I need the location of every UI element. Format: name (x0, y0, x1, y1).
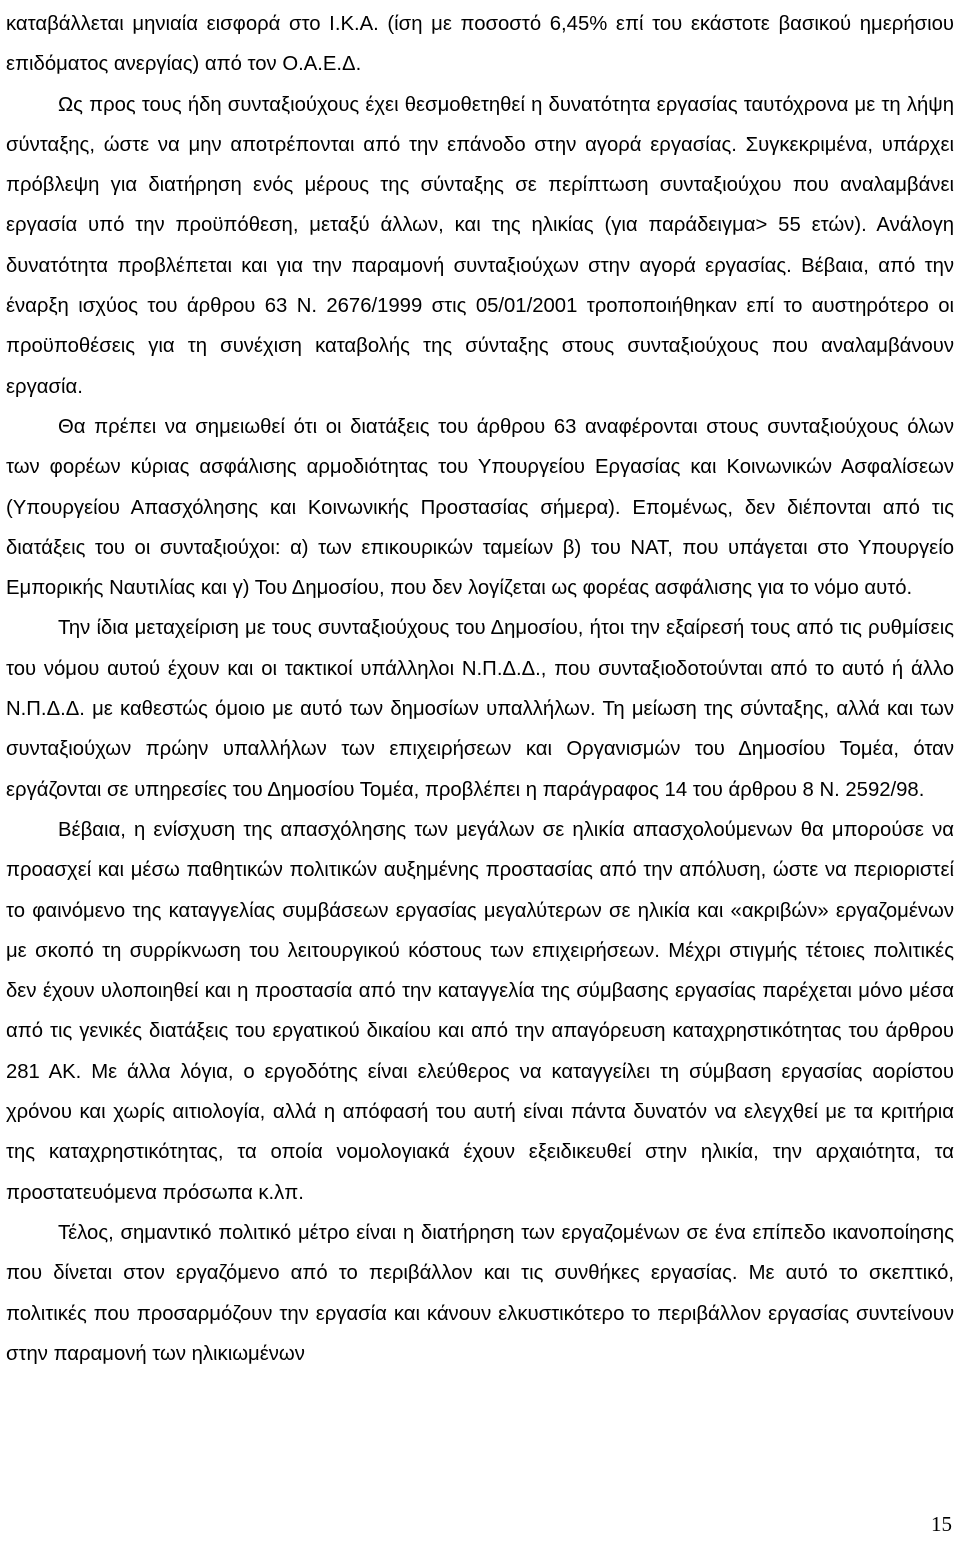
paragraph-work-environment: Τέλος, σημαντικό πολιτικό μέτρο είναι η διατήρηση των εργαζομένων σε ένα επίπεδο ικανοποίησης που δίνεται στον εργαζόμενο από το περιβάλλον και τις συνθήκες εργασίας. Με αυτό το σκεπτικό, πολιτικές που προσαρμόζουν την εργασία και κάνουν ελκυστικότερο το περιβάλλον εργασίας συντείνουν στην παραμονή των ηλικιωμένων (6, 1221, 954, 1365)
paragraph-continuation: καταβάλλεται μηνιαία εισφορά στο Ι.Κ.Α. (ίση με ποσοστό 6,45% επί του εκάστοτε βασικού ημερήσιου επιδόματος ανεργίας) από τον Ο.Α.Ε.Δ. (6, 13, 954, 76)
paragraph-public-sector: Την ίδια μεταχείριση με τους συνταξιούχους του Δημοσίου, ήτοι την εξαίρεσή τους από τις ρυθμίσεις του νόμου αυτού έχουν και οι τακτικοί υπάλληλοι Ν.Π.Δ.Δ., που συνταξιοδοτούνται από το αυτό ή άλλο Ν.Π.Δ.Δ. με καθεστώς όμοιο με αυτό των δημοσίων υπαλλήλων. Τη μείωση της σύνταξης, αλλά και των συνταξιούχων πρώην υπαλλήλων των επιχειρήσεων και Οργανισμών του Δημοσίου Τομέα, όταν εργάζονται σε υπηρεσίες του Δημοσίου Τομέα, προβλέπει η παράγραφος 14 του άρθρου 8 Ν. 2592/98. (6, 617, 954, 801)
page-number: 15 (931, 1512, 952, 1536)
paragraph-article-63: Θα πρέπει να σημειωθεί ότι οι διατάξεις του άρθρου 63 αναφέρονται στους συνταξιούχους όλων των φορέων κύριας ασφάλισης αρμοδιότητας του Υπουργείου Εργασίας και Κοινωνικών Ασφαλίσεων (Υπουργείου Απασχόλησης και Κοινωνικής Προστασίας σήμερα). Επομένως, δεν διέπονται από τις διατάξεις του οι συνταξιούχοι: α) των επικουρικών ταμείων β) του ΝΑΤ, που υπάγεται στο Υπουργείο Εμπορικής Ναυτιλίας και γ) Του Δημοσίου, που δεν λογίζεται ως φορέας ασφάλισης για το νόμο αυτό. (6, 415, 954, 600)
paragraph-pensioners-work: Ως προς τους ήδη συνταξιούχους έχει θεσμοθετηθεί η δυνατότητα εργασίας ταυτόχρονα με τη λήψη σύνταξης, ώστε να μην αποτρέπονται από την επάνοδο στην αγορά εργασίας. Συγκεκριμένα, υπάρχει πρόβλεψη για διατήρηση ενός μέρους της σύνταξης σε περίπτωση συνταξιούχου που αναλαμβάνει εργασία υπό την προϋπόθεση, μεταξύ άλλων, και της ηλικίας (για παράδειγμα> 55 ετών). Ανάλογη δυνατότητα προβλέπεται και για την παραμονή συνταξιούχων στην αγορά εργασίας. Βέβαια, από την έναρξη ισχύος του άρθρου 63 Ν. 2676/1999 στις 05/01/2001 τροποποιήθηκαν επί το αυστηρότερο οι προϋποθέσεις για τη συνέχιση καταβολής της σύνταξης στους συνταξιούχους που αναλαμβάνουν εργασία. (6, 93, 954, 398)
paragraph-dismissal-protection: Βέβαια, η ενίσχυση της απασχόλησης των μεγάλων σε ηλικία απασχολούμενων θα μπορούσε να προασχεί και μέσω παθητικών πολιτικών αυξημένης προστασίας από την απόλυση, ώστε να περιοριστεί το φαινόμενο της καταγγελίας συμβάσεων εργασίας μεγαλύτερων σε ηλικία και «ακριβών» εργαζομένων με σκοπό τη συρρίκνωση του λειτουργικού κόστους των επιχειρήσεων. Μέχρι στιγμής τέτοιες πολιτικές δεν έχουν υλοποιηθεί και η προστασία από την καταγγελία της σύμβασης εργασίας παρέχεται μόνο μέσα από τις γενικές διατάξεις του εργατικού δικαίου και από την απαγόρευση καταχρηστικότητας του άρθρου 281 ΑΚ. Με άλλα λόγια, ο εργοδότης είναι ελεύθερος να καταγγείλει τη σύμβαση εργασίας αορίστου χρόνου και χωρίς αιτιολογία, αλλά η απόφασή του αυτή είναι πάντα δυνατόν να ελεγχθεί με τα κριτήρια της καταχρηστικότητας, τα οποία νομολογιακά έχουν εξειδικευθεί στην ηλικία, την αρχαιότητα, τα προστατευόμενα πρόσωπα κ.λπ. (6, 818, 954, 1204)
